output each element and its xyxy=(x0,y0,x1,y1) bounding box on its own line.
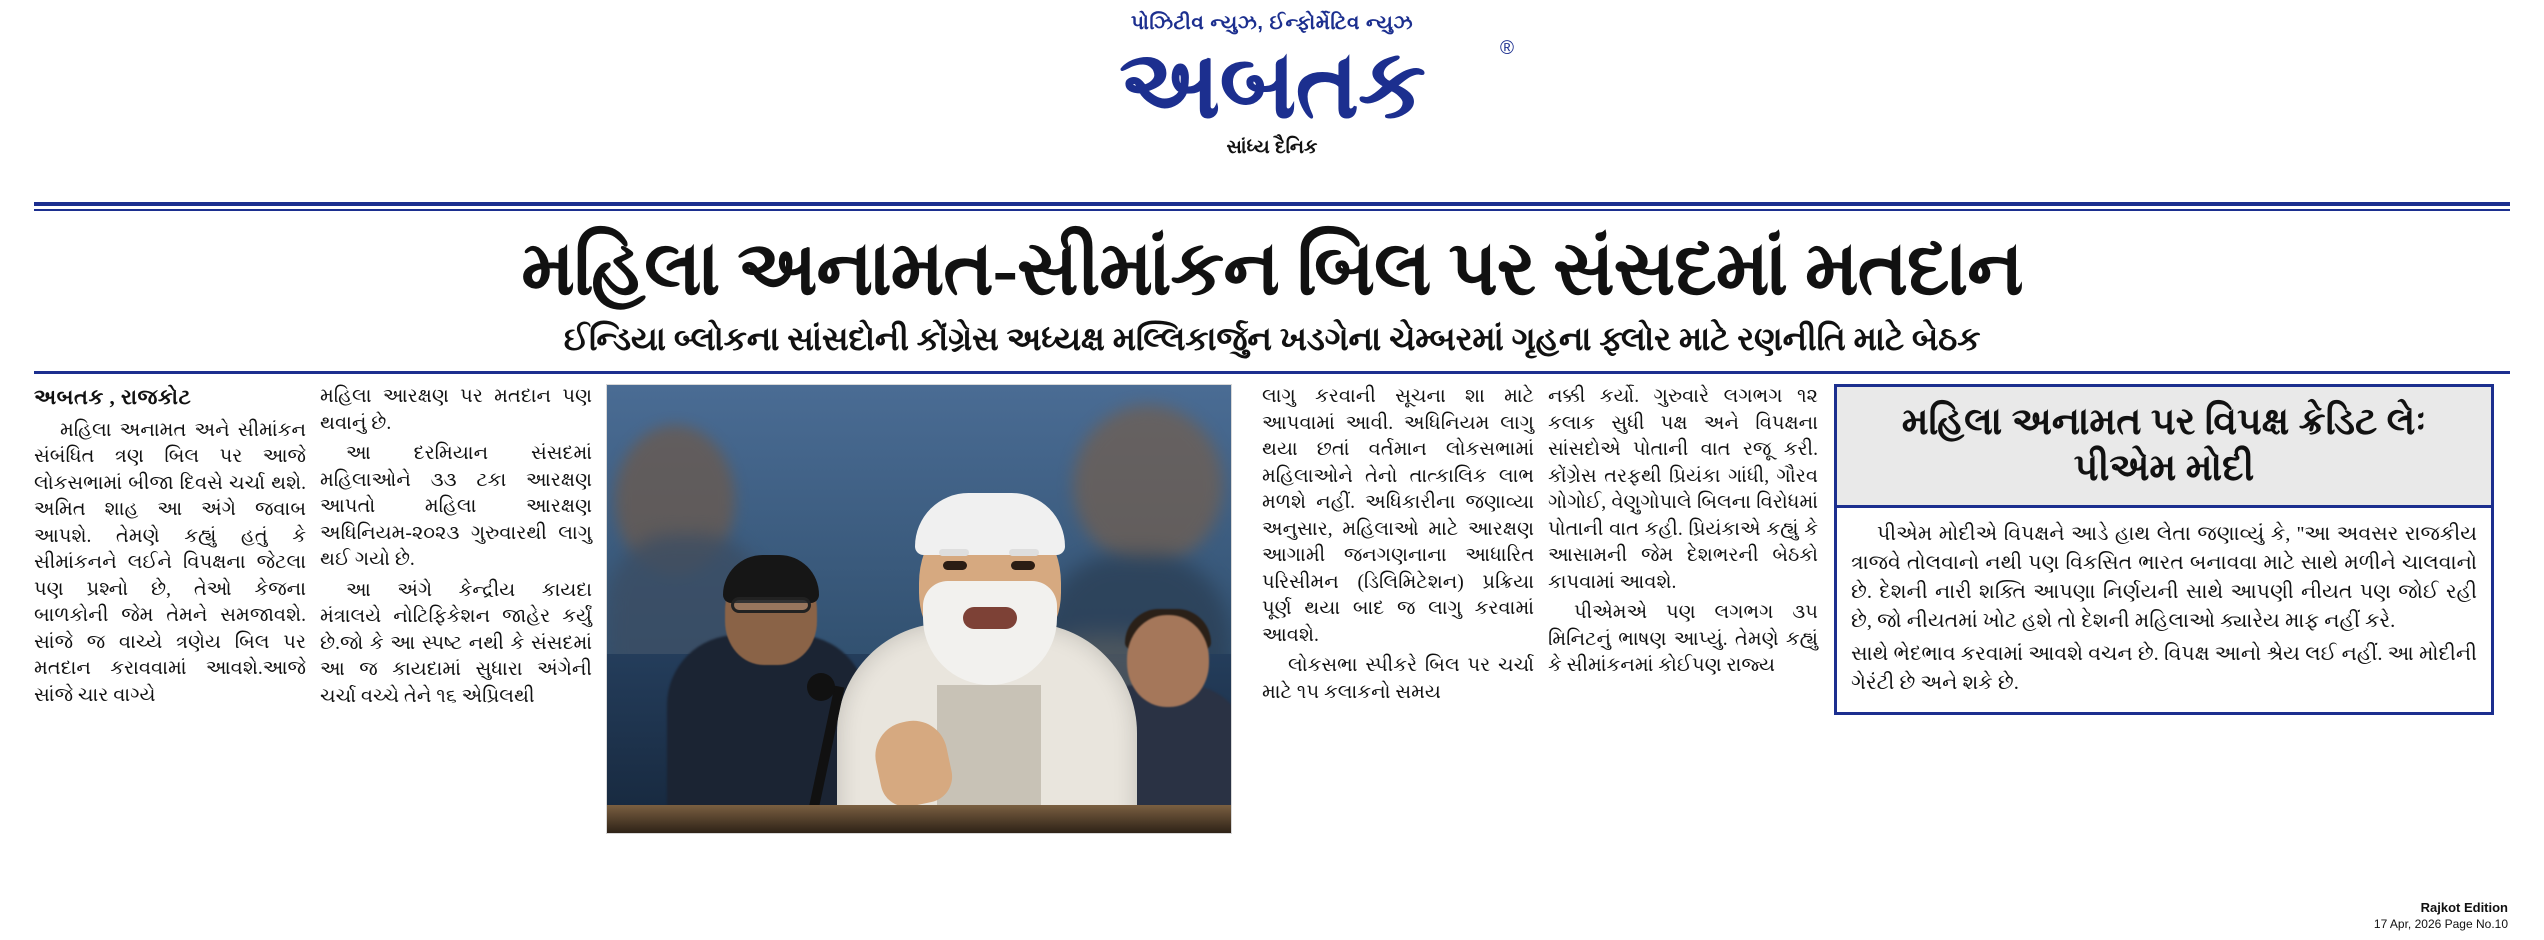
paragraph: લોકસભા સ્પીકરે બિલ પર ચર્ચા માટે ૧૫ કલાકનો સમય xyxy=(1262,655,1534,703)
masthead xyxy=(34,0,2510,196)
sidebar-story-column xyxy=(1834,384,2494,854)
page-footer xyxy=(2374,900,2508,932)
text-column-1 xyxy=(34,384,320,854)
paragraph: મહિલા આરક્ષણ પર મતદાન પણ થવાનું છે. xyxy=(320,386,592,434)
divider-under-headline xyxy=(34,371,2510,374)
boxed-story-body xyxy=(1837,508,2491,712)
paragraph: આ દરમિયાન સંસદમાં મહિલાઓને ૩૩ ટકા આરક્ષણ આપતો મહિલા આરક્ષણ અધિનિયમ-૨૦૨૩ ગુરુવારથી લાગુ થઈ ગયો છે. xyxy=(320,443,592,570)
paragraph: નક્કી કર્યો. ગુરુવારે લગભગ ૧૨ કલાક સુધી પક્ષ અને વિપક્ષના સાંસદોએ પોતાની વાત રજૂ કરી. કોંગ્રેસ તરફથી પ્રિયંકા ગાંધી, ગૌરવ ગોગોઈ, વેણુગોપાલે બિલના વિરોધમાં પોતાની વાત કહી. પ્રિયંકાએ કહ્યું કે આસામની જેમ દેશભરની બેઠકો કાપવામાં આવશે. xyxy=(1548,386,1818,593)
article-body xyxy=(34,384,2510,854)
masthead-subtitle: સાંધ્ય દૈનિક xyxy=(1226,137,1318,158)
boxed-story-headline: મહિલા અનામત પર વિપક્ષ ક્રેડિટ લેઃ પીએમ મોદી xyxy=(1837,387,2491,508)
page-headline: મહિલા અનામત-સીમાંકન બિલ પર સંસદમાં મતદાન xyxy=(521,227,2023,311)
dateline: અબતક , રાજકોટ xyxy=(34,385,192,409)
masthead-title: અબતક xyxy=(1119,31,1425,138)
text-column-4 xyxy=(1548,384,1834,854)
text-column-2 xyxy=(320,384,606,854)
divider-thick xyxy=(34,202,2510,206)
paragraph: પીએમ મોદીએ વિપક્ષને આડે હાથ લેતા જણાવ્યું કે, ''આ અવસર રાજકીય ત્રાજવે તોલવાનો નથી પણ વિકસિત ભારત બનાવવા માટે સાથે મળીને ચાલવાનો છે. દેશની નારી શક્તિ આપણા નિર્ણયની સાથે આપણી નીયત પણ જોઈ રહી છે, જો નીયતમાં ખોટ હશે તો દેશની મહિલાઓ ક્યારેય માફ નહીં કરે. xyxy=(1851,523,2477,632)
boxed-story xyxy=(1834,384,2494,715)
masthead-tagline: પોઝિટીવ ન્યુઝ, ઈન્ફોર્મેટિવ ન્યુઝ xyxy=(1130,12,1414,34)
paragraph: પીએમએ પણ લગભગ ૩૫ મિનિટનું ભાષણ આપ્યું. તેમણે કહ્યું કે સીમાંકનમાં કોઈપણ રાજ્ય xyxy=(1548,602,1818,676)
footer-details: 17 Apr, 2026 Page No.10 xyxy=(2373,917,2508,931)
paragraph: મહિલા અનામત અને સીમાંકન સંબંધિત ત્રણ બિલ પર આજે લોકસભામાં બીજા દિવસે ચર્ચા થશે. અમિત શાહ આ અંગે જવાબ આપશે. તેમણે કહ્યું હતું કે સીમાંકનને લઈને વિપક્ષના જેટલા પણ પ્રશ્નો છે, તેઓ કેજના બાળકોની જેમ તેમને સમજાવશે. સાંજે જ વાચ્યે ત્રણેય બિલ પર મતદાન કરાવવામાં આવશે.આજે સાંજે ચાર વાગ્યે xyxy=(34,419,306,706)
page-subheadline: ઈન્ડિયા બ્લોકના સાંસદોની કોંગ્રેસ અધ્યક્ષ મલ્લિકાર્જુન ખડગેના ચેમ્બરમાં ગૃહના ફ્લોર માટે રણનીતિ માટે બેઠક xyxy=(563,322,1981,358)
photo-column xyxy=(606,384,1262,854)
paragraph: સાથે ભેદભાવ કરવામાં આવશે વચન છે. વિપક્ષ આનો શ્રેય લઈ નહીં. આ મોદીની ગેરંટી છે અને શકે છે. xyxy=(1851,643,2477,694)
parliament-session-photo xyxy=(606,384,1232,834)
paragraph: આ અંગે કેન્દ્રીય કાયદા મંત્રાલયે નોટિફિકેશન જાહેર કર્યું છે.જો કે આ સ્પષ્ટ નથી કે સંસદમાં આ જ કાયદામાં સુધારા અંગેની ચર્ચા વચ્ચે તેને ૧૬ એપ્રિલથી xyxy=(320,579,592,707)
paragraph: લાગુ કરવાની સૂચના શા માટે આપવામાં આવી. અધિનિયમ લાગુ થયા છતાં વર્તમાન લોકસભામાં મહિલાઓને તેનો તાત્કાલિક લાભ મળશે નહીં. અધિકારીના જણાવ્યા અનુસાર, મહિલાઓ માટે આરક્ષણ આગામી જનગણનાના આધારિત પરિસીમન (ડિલિમિટેશન) પ્રક્રિયા પૂર્ણ થયા બાદ જ લાગુ કરવામાં આવશે. xyxy=(1262,386,1534,646)
footer-edition: Rajkot Edition xyxy=(2420,900,2508,915)
text-column-3 xyxy=(1262,384,1548,854)
divider-thin xyxy=(34,209,2510,211)
registered-mark: ® xyxy=(1500,38,1514,59)
